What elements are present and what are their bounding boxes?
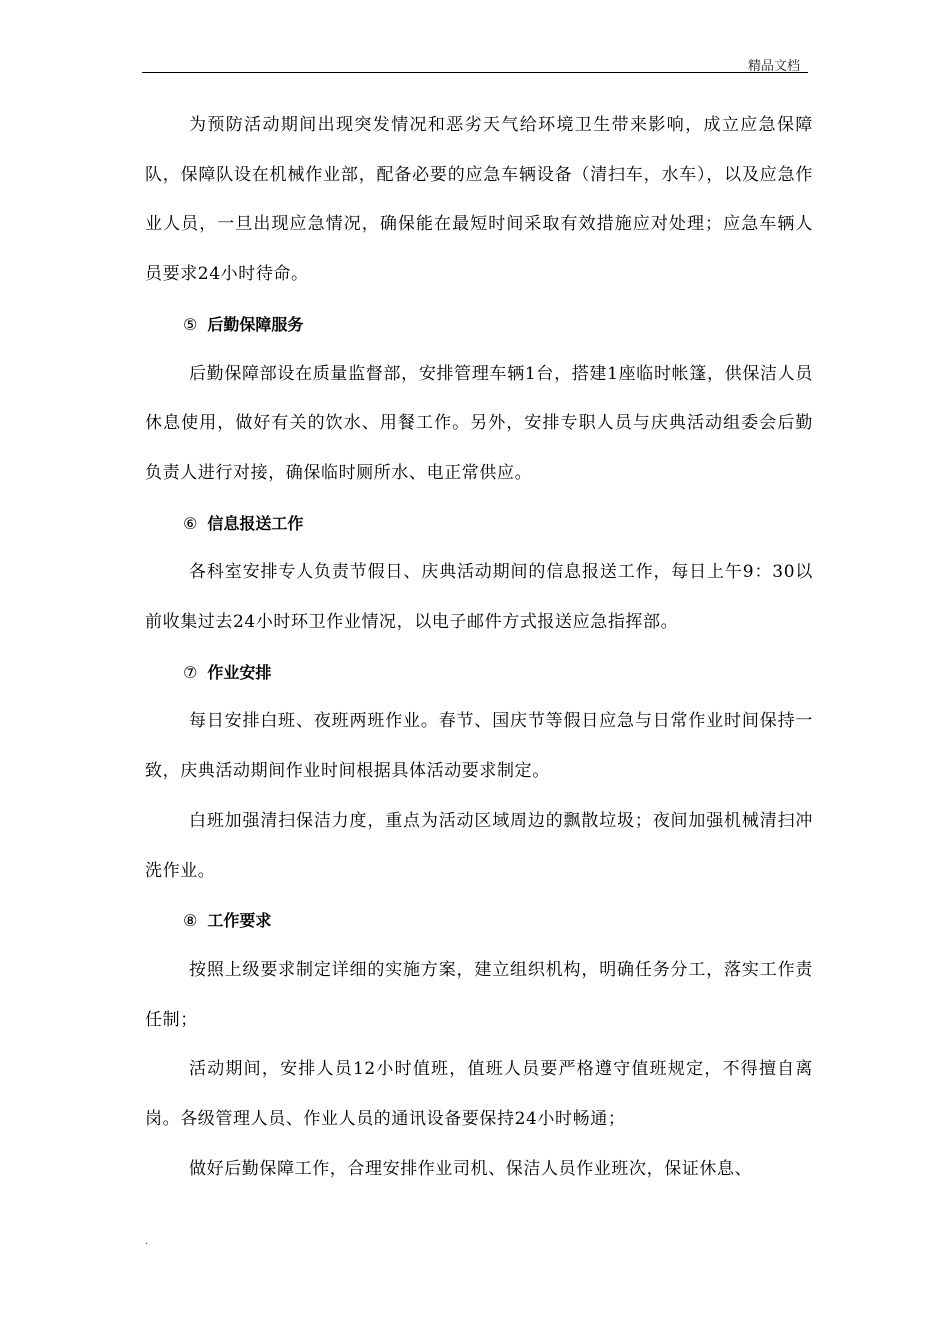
header-divider xyxy=(142,72,808,73)
section-heading-work-schedule xyxy=(145,648,813,698)
paragraph-info-report: 各科室安排专人负责节假日、庆典活动期间的信息报送工作，每日上午9：30以前收集过去24小时环卫作业情况，以电子邮件方式报送应急指挥部。 xyxy=(145,562,813,633)
page-header-label: 精品文档 xyxy=(748,59,801,74)
paragraph-duty-rules: 活动期间，安排人员12小时值班，值班人员要严格遵守值班规定，不得擅自离岗。各级管理人员、作业人员的通讯设备要保持24小时畅通； xyxy=(145,1059,813,1130)
section-number: ⑤ xyxy=(183,314,198,334)
section-title: 信息报送工作 xyxy=(207,513,304,533)
section-number: ⑧ xyxy=(183,911,198,931)
footer-mark: . xyxy=(145,1236,149,1247)
paragraph-day-night-work: 白班加强清扫保洁力度，重点为活动区域周边的飘散垃圾；夜间加强机械清扫冲洗作业。 xyxy=(145,810,813,881)
section-title: 作业安排 xyxy=(207,662,272,682)
section-heading-info-report xyxy=(145,499,813,549)
section-heading-logistics xyxy=(145,300,813,350)
document-body xyxy=(145,101,813,1194)
section-number: ⑥ xyxy=(183,513,198,533)
section-heading-requirements xyxy=(145,896,813,946)
paragraph-logistics: 后勤保障部设在质量监督部，安排管理车辆1台，搭建1座临时帐篷，供保洁人员休息使用，做好有关的饮水、用餐工作。另外，安排专职人员与庆典活动组委会后勤负责人进行对接，确保临时厕所水、电正常供应。 xyxy=(145,363,813,483)
paragraph-logistics-support: 做好后勤保障工作，合理安排作业司机、保洁人员作业班次，保证休息、 xyxy=(189,1158,753,1179)
paragraph-implementation-plan: 按照上级要求制定详细的实施方案，建立组织机构，明确任务分工，落实工作责任制； xyxy=(145,959,813,1030)
section-number: ⑦ xyxy=(183,662,198,682)
section-title: 工作要求 xyxy=(207,911,272,931)
section-title: 后勤保障服务 xyxy=(207,314,304,334)
paragraph-emergency-team: 为预防活动期间出现突发情况和恶劣天气给环境卫生带来影响，成立应急保障队，保障队设在机械作业部，配备必要的应急车辆设备（清扫车，水车），以及应急作业人员，一旦出现应急情况，确保能在最短时间采取有效措施应对处理；应急车辆人员要求24小时待命。 xyxy=(145,115,813,285)
paragraph-shifts: 每日安排白班、夜班两班作业。春节、国庆节等假日应急与日常作业时间保持一致，庆典活动期间作业时间根据具体活动要求制定。 xyxy=(145,711,813,782)
